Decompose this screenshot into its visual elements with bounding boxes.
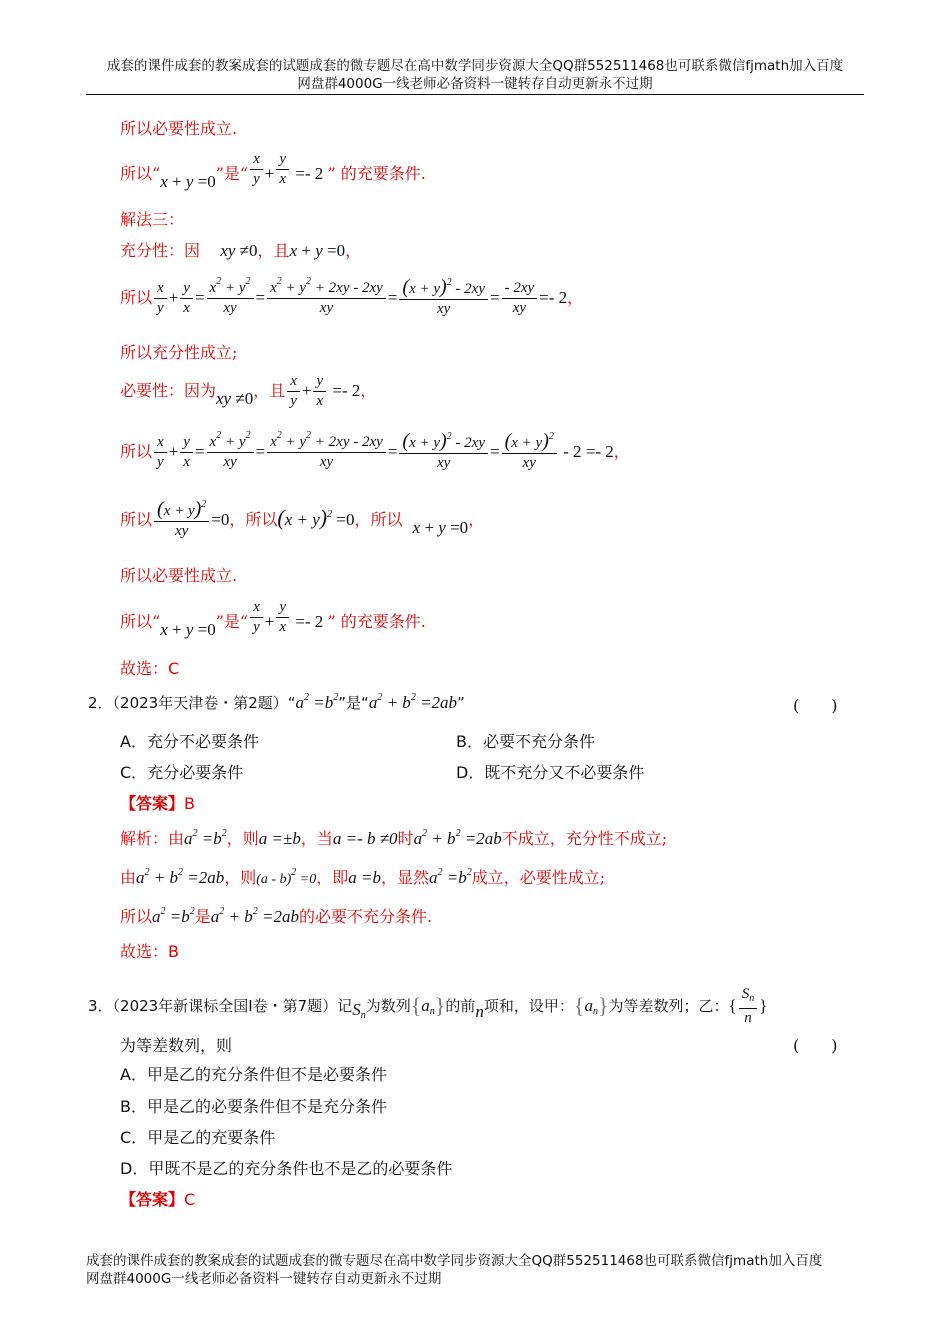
- q2-explanation-1: 解析：由$a^2 =b^2$，则a =±b，当a =- b ≠0时$a^2 + b^2 =2ab$不成立，充分性不成立;: [120, 828, 668, 848]
- q1-necessity-derivation: 所以 $\frac{x}{y}$ + $\frac{y}{x}$ = $\frac{x^2 + y^2}{xy}$ = $\frac{x^2 + y^2 + 2xy - 2xy}{xy}$ = $\frac{(x + y)^2 - 2xy}{xy}$ = $\frac{(x + y)^2}{xy}$ - 2 =- 2，: [120, 430, 630, 471]
- q3-option-c: C．甲是乙的充要条件: [120, 1128, 276, 1147]
- footer-line-1: 成套的课件成套的教案成套的试题成套的微专题尽在高中数学同步资源大全QQ群552511468也可联系微信fjmath加入百度: [86, 1253, 823, 1269]
- q2-option-c: C．充分必要条件: [120, 763, 244, 782]
- header-rule: [86, 94, 864, 95]
- q3-answer: 【答案】C: [120, 1190, 196, 1209]
- q3-option-b: B．甲是乙的必要条件但不是充分条件: [120, 1097, 387, 1116]
- q1-iff-conclusion-2: 所以“x + y =0”是“ $\frac{x}{y}$ + $\frac{y}{x}$ =- 2 ” 的充要条件.: [120, 599, 426, 639]
- q1-sufficiency-derivation: 所以 $\frac{x}{y}$ + $\frac{y}{x}$ = $\frac{x^2 + y^2}{xy}$ = $\frac{x^2 + y^2 + 2xy - 2xy}{xy}$ = $\frac{(x + y)^2 - 2xy}{xy}$ = $\frac{- 2xy}{xy}$ =- 2，: [120, 276, 584, 317]
- q2-answer-blank: ( ): [793, 696, 838, 715]
- q2-option-d: D．既不充分又不必要条件: [456, 763, 645, 782]
- footer-line-2: 网盘群4000G一线老师必备资料一键转存自动更新永不过期: [86, 1271, 442, 1287]
- q3-stem: 3．（2023年新课标全国Ⅰ卷・第7题）记$S_n$为数列$\{a_n\}$的前n项和，设甲：$\{a_n\}$为等差数列；乙：{ $\frac{S_n}{n}$ }: [88, 986, 768, 1026]
- q2-option-b: B．必要不充分条件: [456, 732, 595, 751]
- q3-stem-line-2: 为等差数列，则: [120, 1036, 233, 1055]
- q2-option-a: A．充分不必要条件: [120, 732, 259, 751]
- q2-explanation-3: 所以$a^2 =b^2$是$a^2 + b^2 =2ab$的必要不充分条件.: [120, 906, 433, 926]
- q1-necessity-steps: 所以 $\frac{(x + y)^2}{xy}$ =0，所以$(x + y)^2 =0$，所以 x + y =0，: [120, 498, 485, 539]
- q2-stem: 2．（2023年天津卷・第2题）“$a^2 =b^2$”是“$a^2 + b^2 =2ab$”: [88, 692, 465, 712]
- q3-option-a: A．甲是乙的充分条件但不是必要条件: [120, 1065, 387, 1084]
- page-header: [86, 57, 864, 93]
- q3-answer-blank: ( ): [793, 1036, 838, 1055]
- q1-iff-conclusion-1: 所以“x + y =0”是“ $\frac{x}{y}$ + $\frac{y}{x}$ =- 2 ” 的充要条件.: [120, 151, 426, 191]
- q1-necessity-conclusion: 所以必要性成立.: [120, 119, 238, 138]
- q2-explanation-2: 由$a^2 + b^2 =2ab$，则(a - b)$^2$ =0，即a =b，显然$a^2 =b^2$成立，必要性成立;: [120, 867, 606, 887]
- q1-choice: 故选：C: [120, 659, 180, 678]
- q1-method-three: 解法三：: [120, 210, 185, 229]
- header-line-2: 网盘群4000G一线老师必备资料一键转存自动更新永不过期: [297, 76, 653, 92]
- page-footer: [86, 1252, 864, 1288]
- q2-choice: 故选：B: [120, 942, 179, 961]
- header-line-1: 成套的课件成套的教案成套的试题成套的微专题尽在高中数学同步资源大全QQ群552511468也可联系微信fjmath加入百度: [106, 58, 844, 74]
- q1-necessity-premise: 必要性：因为xy ≠0，且 $\frac{x}{y}$ + $\frac{y}{x}$ =- 2，: [120, 373, 377, 409]
- q1-necessity-conclusion-2: 所以必要性成立.: [120, 566, 238, 585]
- q1-sufficiency-premise: 充分性：因 xy ≠0，且x + y =0，: [120, 241, 362, 260]
- q3-option-d: D．甲既不是乙的充分条件也不是乙的必要条件: [120, 1159, 453, 1178]
- q1-sufficiency-conclusion: 所以充分性成立;: [120, 343, 238, 362]
- q2-answer: 【答案】B: [120, 794, 195, 813]
